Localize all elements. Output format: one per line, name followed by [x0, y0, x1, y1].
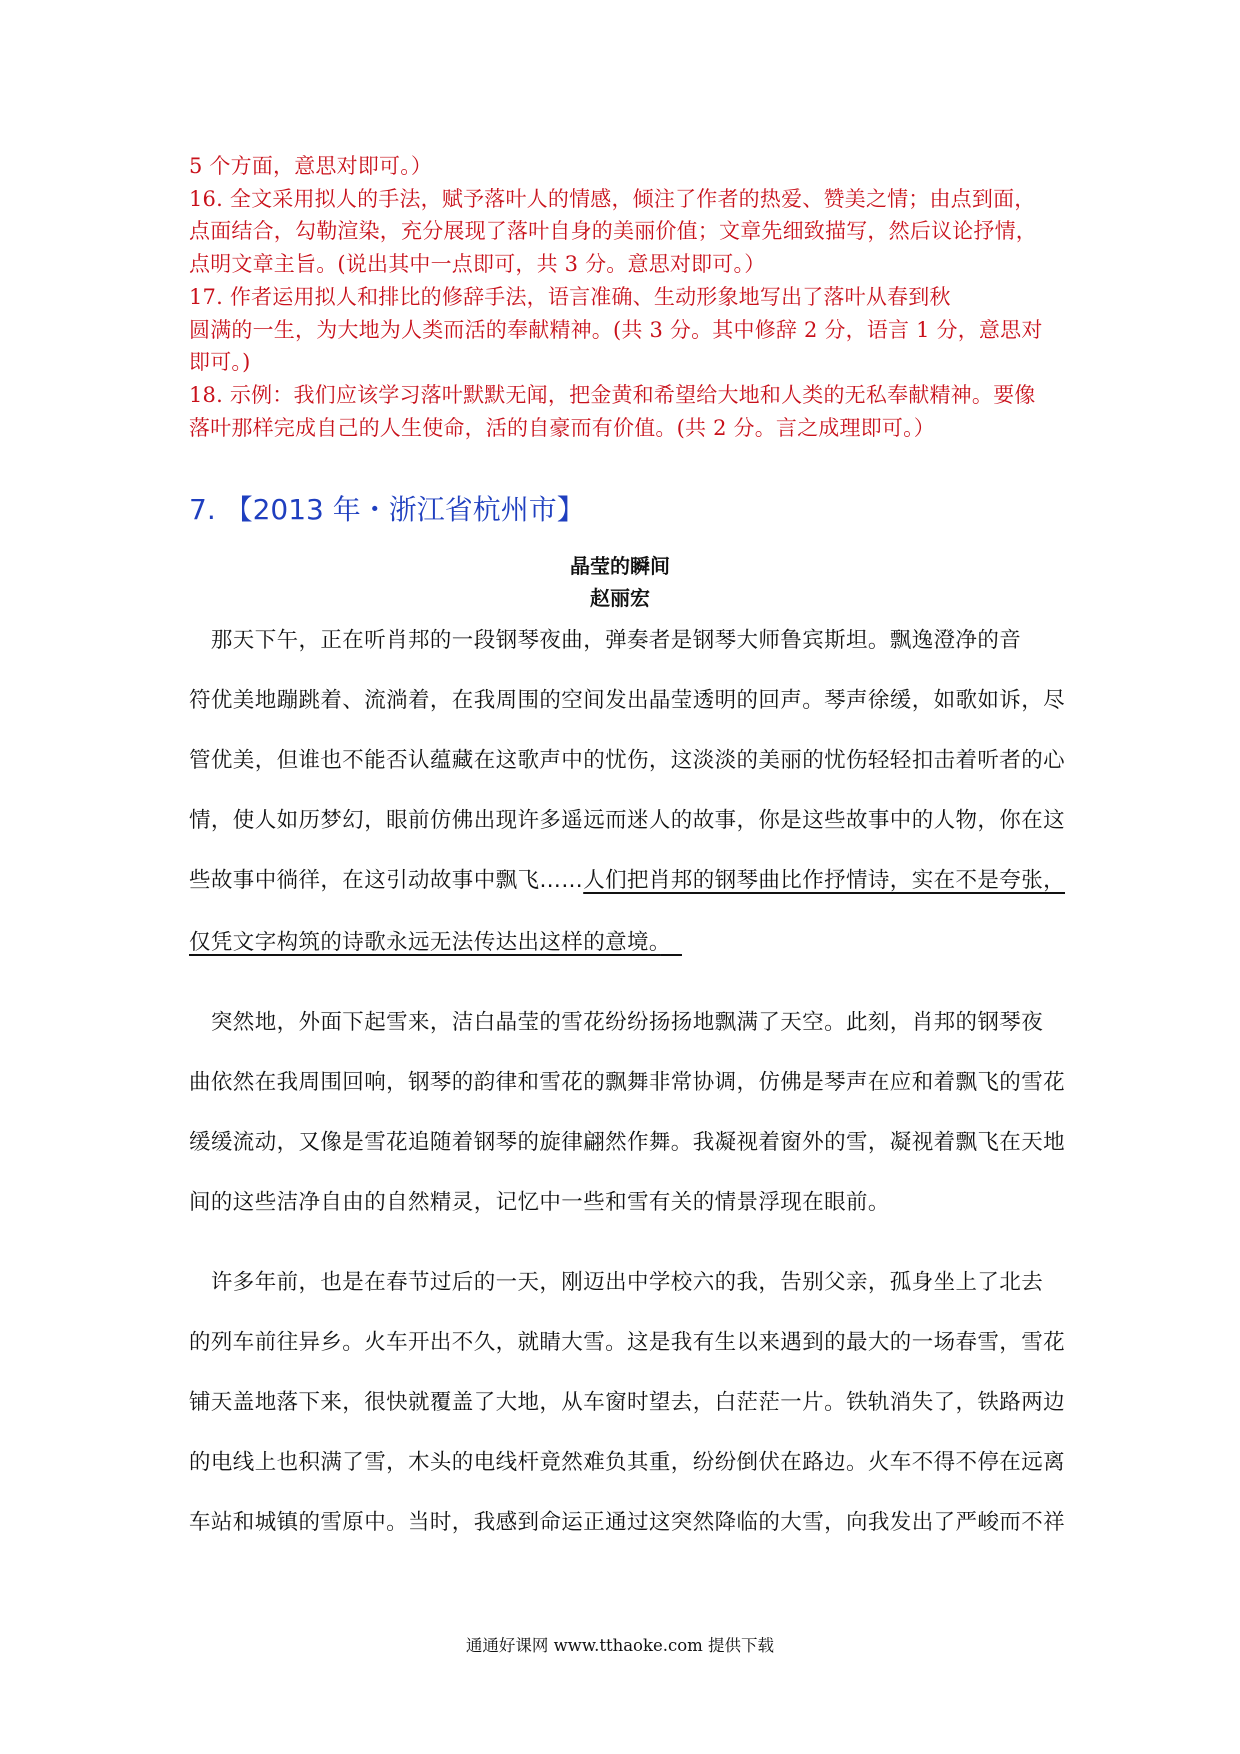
answer-line: 点面结合，勾勒渲染，充分展现了落叶自身的美丽价值；文章先细致描写，然后议论抒情，: [189, 219, 1037, 244]
answer-line: 5 个方面，意思对即可。）: [189, 154, 433, 178]
answer-line: 18. 示例：我们应该学习落叶默默无闻，把金黄和希望给大地和人类的无私奉献精神。要像: [189, 382, 1036, 407]
answer-line: 落叶那样完成自己的人生使命，活的自豪而有价值。(共 2 分。言之成理即可。）: [189, 415, 936, 440]
article-line: 符优美地蹦跳着、流淌着，在我周围的空间发出晶莹透明的回声。琴声徐缓，如歌如诉，尽: [189, 688, 1066, 713]
answer-line: 点明文章主旨。(说出其中一点即可，共 3 分。意思对即可。）: [189, 252, 766, 277]
underlined-sentence: 仅凭文字构筑的诗歌永远无法传达出这样的意境。: [189, 930, 661, 955]
answer-line: 圆满的一生，为大地为人类而活的奉献精神。(共 3 分。其中修辞 2 分，语言 1 分，意思对: [189, 317, 1043, 342]
article-line: 管优美，但谁也不能否认蕴藏在这歌声中的忧伤，这淡淡的美丽的忧伤轻轻扣击着听者的心: [189, 748, 1066, 773]
article-line: 的电线上也积满了雪，木头的电线杆竟然难负其重，纷纷倒伏在路边。火车不得不停在远离: [189, 1450, 1066, 1475]
article-line: 情，使人如历梦幻，眼前仿佛出现许多遥远而迷人的故事，你是这些故事中的人物，你在这: [189, 808, 1066, 833]
article-line: 些故事中徜徉，在这引动故事中飘飞……人们把肖邦的钢琴曲比作抒情诗，实在不是夸张，: [189, 868, 1066, 893]
answer-line: 16. 全文采用拟人的手法，赋予落叶人的情感，倾注了作者的热爱、赞美之情；由点到面，: [189, 186, 1036, 211]
section-heading: 7. 【2013 年・浙江省杭州市】: [189, 493, 585, 526]
article-line: [189, 925, 1069, 956]
page-footer: 通通好课网 www.tthaoke.com 提供下载: [465, 1636, 775, 1655]
article-title: 晶莹的瞬间: [570, 554, 670, 578]
article-line: 缓缓流动，又像是雪花追随着钢琴的旋律翩然作舞。我凝视着窗外的雪，凝视着飘飞在天地: [189, 1130, 1066, 1155]
article-line: 曲依然在我周围回响，钢琴的韵律和雪花的飘舞非常协调，仿佛是琴声在应和着飘飞的雪花: [189, 1070, 1066, 1095]
answer-line: 即可。): [189, 350, 251, 375]
article-author: 赵丽宏: [590, 586, 650, 610]
article-line: 铺天盖地落下来，很快就覆盖了大地，从车窗时望去，白茫茫一片。铁轨消失了，铁路两边: [189, 1390, 1066, 1415]
article-line: 许多年前，也是在春节过后的一天，刚迈出中学校六的我，告别父亲，孤身坐上了北去: [189, 1270, 1044, 1295]
answer-line: 17. 作者运用拟人和排比的修辞手法，语言准确、生动形象地写出了落叶从春到秋: [189, 284, 951, 309]
article-line: 的列车前往异乡。火车开出不久，就睛大雪。这是我有生以来遇到的最大的一场春雪，雪花: [189, 1330, 1066, 1355]
answer-key-block: [189, 150, 1069, 444]
article-line: 那天下午，正在听肖邦的一段钢琴夜曲，弹奏者是钢琴大师鲁宾斯坦。飘逸澄净的音: [189, 628, 1022, 653]
article-line: 间的这些洁净自由的自然精灵，记忆中一些和雪有关的情景浮现在眼前。: [189, 1190, 890, 1215]
underlined-sentence: 人们把肖邦的钢琴曲比作抒情诗，实在不是夸张，: [583, 868, 1066, 893]
article-line: 车站和城镇的雪原中。当时，我感到命运正通过这突然降临的大雪，向我发出了严峻而不祥: [189, 1510, 1066, 1535]
article-line: 突然地，外面下起雪来，洁白晶莹的雪花纷纷扬扬地飘满了天空。此刻，肖邦的钢琴夜: [189, 1010, 1044, 1035]
